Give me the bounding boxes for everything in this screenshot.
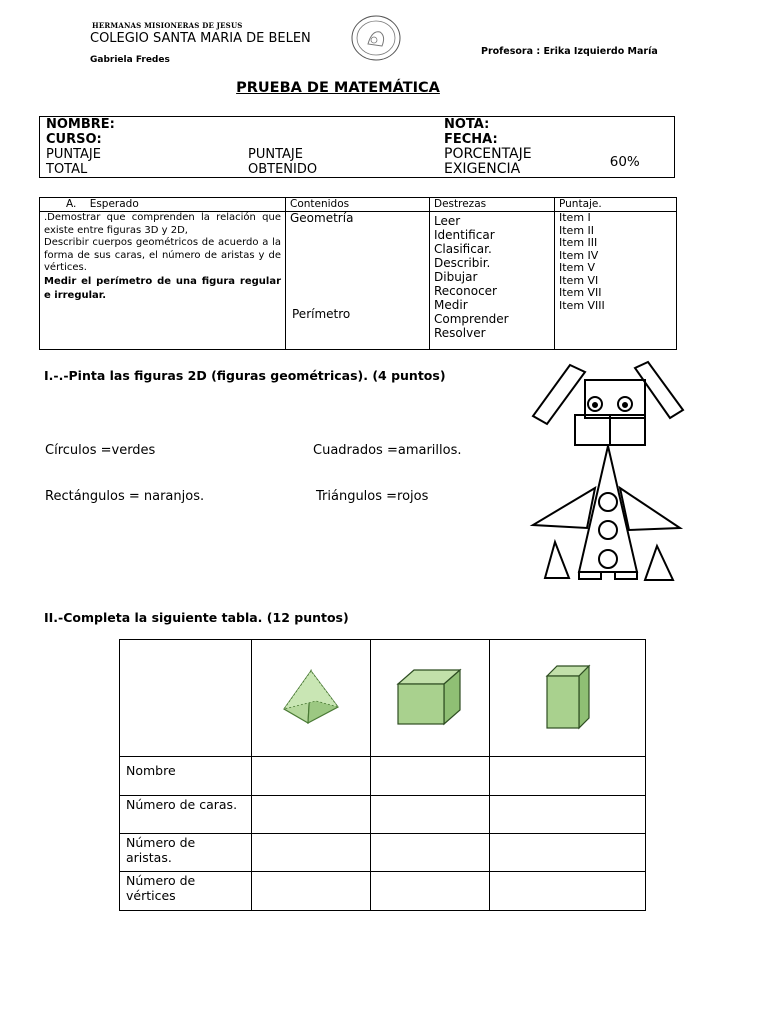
header-contenidos: Contenidos — [286, 198, 430, 212]
answer-cell[interactable] — [252, 796, 371, 834]
destreza-item: Comprender — [434, 312, 509, 326]
right-foot-rectangle — [615, 572, 637, 579]
school-name: COLEGIO SANTA MARIA DE BELEN — [90, 31, 311, 46]
destreza-item: Dibujar — [434, 270, 478, 284]
answer-cell[interactable] — [490, 872, 646, 911]
answer-cell[interactable] — [252, 872, 371, 911]
fecha-label: FECHA: — [444, 132, 498, 147]
mouth-right-square — [610, 415, 645, 445]
shapes-figure-drawing — [525, 360, 700, 585]
mouth-left-square — [575, 415, 610, 445]
puntaje-total-label: PUNTAJE TOTAL — [46, 147, 101, 177]
answer-cell[interactable] — [490, 796, 646, 834]
cube-icon — [394, 666, 466, 728]
body-circle-1 — [599, 493, 617, 511]
student-name: Gabriela Fredes — [90, 55, 170, 65]
row-label-vertices: Número de vértices — [120, 872, 252, 911]
answer-cell[interactable] — [371, 796, 490, 834]
page-title: PRUEBA DE MATEMÁTICA — [236, 80, 440, 96]
porcentaje-label: PORCENTAJE EXIGENCIA — [444, 146, 532, 177]
destreza-item: Identificar — [434, 228, 495, 242]
destreza-item: Describir. — [434, 256, 491, 270]
answer-cell[interactable] — [371, 872, 490, 911]
prism-cell — [490, 640, 646, 757]
solids-table — [119, 639, 646, 911]
answer-cell[interactable] — [252, 834, 371, 872]
section2-title: II.-Completa la siguiente tabla. (12 puntos) — [44, 610, 349, 625]
school-logo — [350, 14, 402, 62]
answer-cell[interactable] — [371, 757, 490, 796]
rectangulos-instruction: Rectángulos = naranjos. — [45, 489, 205, 504]
answer-cell[interactable] — [490, 757, 646, 796]
organization-name: HERMANAS MISIONERAS DE JESUS — [92, 21, 243, 30]
answer-cell[interactable] — [490, 834, 646, 872]
corner-cell — [120, 640, 252, 757]
left-foot-rectangle — [579, 572, 601, 579]
destrezas-cell — [430, 212, 555, 350]
curso-label: CURSO: — [46, 132, 102, 147]
triangulos-instruction: Triángulos =rojos — [316, 489, 429, 504]
body-triangle — [579, 446, 637, 572]
destreza-item: Clasificar. — [434, 242, 492, 256]
item-label: Item VII — [559, 286, 602, 299]
body-circle-2 — [599, 521, 617, 539]
left-arm-triangle — [533, 488, 595, 528]
destreza-item: Medir — [434, 298, 468, 312]
objectives-table — [39, 197, 677, 350]
destreza-item: Resolver — [434, 326, 486, 340]
puntaje-obtenido-label: PUNTAJE OBTENIDO — [248, 147, 318, 177]
cuadrados-instruction: Cuadrados =amarillos. — [313, 443, 462, 458]
esperado-cell: .Demostrar que comprenden la relación que existe entre figuras 3D y 2D, Describir cuerpos geométricos de acuerdo a la forma de sus caras, el número de aristas y de vértices. Medir el perímetro de una figura regular e irregular. — [40, 212, 286, 350]
item-label: Item VIII — [559, 298, 605, 312]
body-circle-3 — [599, 550, 617, 568]
answer-cell[interactable] — [252, 757, 371, 796]
nombre-label: NOMBRE: — [46, 117, 115, 132]
row-label-caras: Número de caras. — [120, 796, 252, 834]
section1-title: I.-.-Pinta las figuras 2D (figuras geométricas). (4 puntos) — [44, 368, 446, 383]
header-esperado: A. Esperado — [40, 198, 286, 212]
porcentaje-value: 60% — [609, 153, 640, 170]
pyramid-cell — [252, 640, 371, 757]
contenidos-cell: Geometría Perímetro — [286, 212, 430, 350]
item-label: Item III — [559, 236, 598, 249]
rectangular-prism-icon — [541, 662, 595, 732]
cube-cell — [371, 640, 490, 757]
item-label: Item IV — [559, 248, 599, 262]
nota-label: NOTA: — [444, 117, 490, 132]
head-square — [585, 380, 645, 418]
destreza-item: Reconocer — [434, 284, 497, 298]
circulos-instruction: Círculos =verdes — [45, 443, 156, 458]
answer-cell[interactable] — [371, 834, 490, 872]
header-destrezas: Destrezas — [430, 198, 555, 212]
item-label: Item V — [559, 261, 596, 274]
teacher-name: Profesora : Erika Izquierdo María — [481, 46, 658, 57]
right-arm-triangle — [620, 488, 680, 530]
header-puntaje: Puntaje. — [555, 198, 677, 212]
left-foot-triangle — [545, 542, 569, 578]
row-label-nombre: Nombre — [120, 757, 252, 796]
item-label: Item I — [559, 211, 591, 224]
right-ear-rectangle — [635, 362, 683, 418]
pyramid-icon — [276, 667, 346, 727]
row-label-aristas: Número de aristas. — [120, 834, 252, 872]
destreza-item: Leer — [434, 214, 461, 228]
item-label: Item II — [559, 223, 595, 237]
puntaje-cell — [555, 212, 677, 350]
item-label: Item VI — [559, 273, 599, 287]
right-foot-triangle — [645, 546, 673, 580]
student-info-table — [39, 116, 675, 178]
